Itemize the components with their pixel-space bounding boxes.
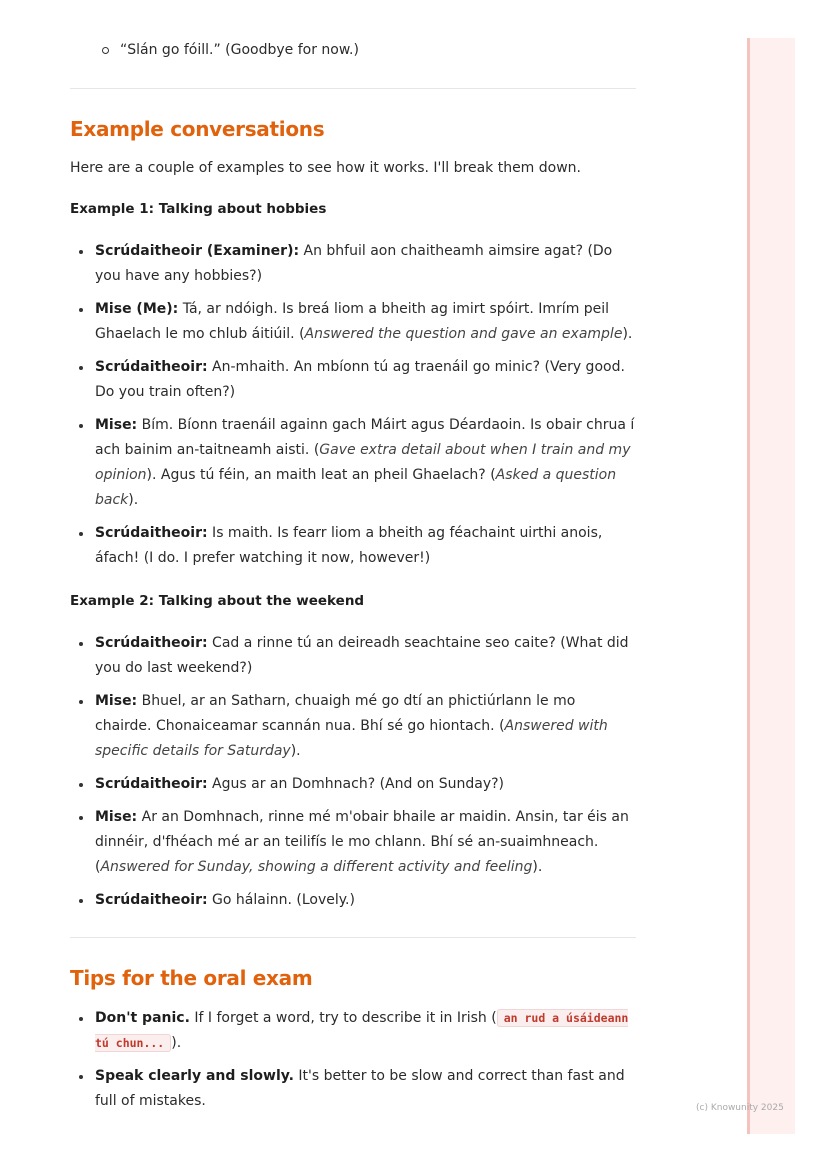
- list-item: [70, 521, 636, 571]
- copyright-watermark: (c) Knowunity 2025: [696, 1103, 784, 1113]
- line-text: Cad a rinne tú an deireadh seachtaine seo caite? (What did you do last weekend?): [95, 635, 629, 676]
- line-text: An bhfuil aon chaitheamh aimsire agat? (Do you have any hobbies?): [95, 243, 613, 284]
- line-tail: ).: [290, 743, 301, 759]
- line-tail: ).: [622, 326, 633, 342]
- tip-text: If I forget a word, try to describe it in Irish (: [189, 1010, 497, 1026]
- speaker-label: Scrúdaitheoir (Examiner):: [95, 243, 300, 259]
- example1-heading: Example 1: Talking about hobbies: [70, 201, 327, 217]
- line-text: Bhuel, ar an Satharn, chuaigh mé go dtí an phictiúrlann le mo chairde. Chonaiceamar scannán nua. Bhí sé go hiontach. (: [95, 693, 576, 734]
- section-title-tips: Tips for the oral exam: [70, 966, 313, 990]
- speaker-label: Mise (Me):: [95, 301, 179, 317]
- divider: [70, 937, 636, 938]
- example2-dialog: [70, 631, 636, 913]
- farewell-list: [70, 38, 636, 62]
- line-tail: ). Agus tú féin, an maith leat an pheil Ghaelach? (: [146, 467, 496, 483]
- list-item: [70, 805, 636, 880]
- tip-tail: ).: [171, 1035, 182, 1051]
- margin-strip: [747, 38, 795, 1134]
- speaker-label: Mise:: [95, 693, 138, 709]
- list-item: [70, 413, 636, 513]
- speaker-label: Mise:: [95, 809, 138, 825]
- line-text: Bím. Bíonn traenáil againn gach Máirt agus Déardaoin. Is obair chrua í ach bainim an-taitneamh aisti. (: [95, 417, 635, 458]
- speaker-label: Scrúdaitheoir:: [95, 635, 208, 651]
- list-item: [70, 631, 636, 681]
- line-text: Ar an Domhnach, rinne mé m'obair bhaile ar maidin. Ansin, tar éis an dinnéir, d'fhéach mé ar an teilifís le mo chlann. Bhí sé an-suaimhneach. (: [95, 809, 629, 875]
- list-item: [70, 888, 636, 913]
- line-note: Answered for Sunday, showing a different activity and feeling: [100, 859, 533, 875]
- line-tail: ).: [128, 492, 139, 508]
- list-item-text: “Slán go fóill.” (Goodbye for now.): [120, 42, 359, 58]
- section-title-examples: Example conversations: [70, 117, 325, 141]
- list-item: [70, 38, 636, 62]
- list-item: [70, 1006, 636, 1056]
- speaker-label: Scrúdaitheoir:: [95, 359, 208, 375]
- example1-dialog: [70, 239, 636, 571]
- list-item: [70, 772, 636, 797]
- divider: [70, 88, 636, 89]
- speaker-label: Scrúdaitheoir:: [95, 892, 208, 908]
- line-note: Gave extra detail about when I train and my opinion: [95, 442, 631, 483]
- line-text: Agus ar an Domhnach? (And on Sunday?): [207, 776, 505, 792]
- line-tail: ).: [532, 859, 543, 875]
- tip-bold: Speak clearly and slowly.: [95, 1068, 294, 1084]
- line-note: Asked a question back: [95, 467, 617, 508]
- tip-bold: Don't panic.: [95, 1010, 190, 1026]
- line-text: Tá, ar ndóigh. Is breá liom a bheith ag imirt spóirt. Imrím peil Ghaelach le mo chlub áitiúil. (: [95, 301, 610, 342]
- speaker-label: Scrúdaitheoir:: [95, 525, 208, 541]
- list-item: [70, 297, 636, 347]
- speaker-label: Scrúdaitheoir:: [95, 776, 208, 792]
- line-text: Is maith. Is fearr liom a bheith ag féachaint uirthi anois, áfach! (I do. I prefer watching it now, however!): [95, 525, 603, 566]
- list-item: [70, 355, 636, 405]
- tips-list: [70, 1006, 636, 1114]
- line-text: Go hálainn. (Lovely.): [207, 892, 355, 908]
- example2-heading: Example 2: Talking about the weekend: [70, 593, 365, 609]
- list-item: [70, 689, 636, 764]
- list-item: [70, 239, 636, 289]
- inline-code: an rud a úsáideann tú chun...: [95, 1011, 629, 1050]
- speaker-label: Mise:: [95, 417, 138, 433]
- tip-text: It's better to be slow and correct than fast and full of mistakes.: [95, 1068, 625, 1109]
- line-text: An-mhaith. An mbíonn tú ag traenáil go minic? (Very good. Do you train often?): [95, 359, 625, 400]
- line-note: Answered with specific details for Saturday: [95, 718, 608, 759]
- page-content: [70, 0, 636, 1114]
- line-note: Answered the question and gave an example: [304, 326, 623, 342]
- intro-text: Here are a couple of examples to see how it works. I'll break them down.: [70, 160, 581, 176]
- list-item: [70, 1064, 636, 1114]
